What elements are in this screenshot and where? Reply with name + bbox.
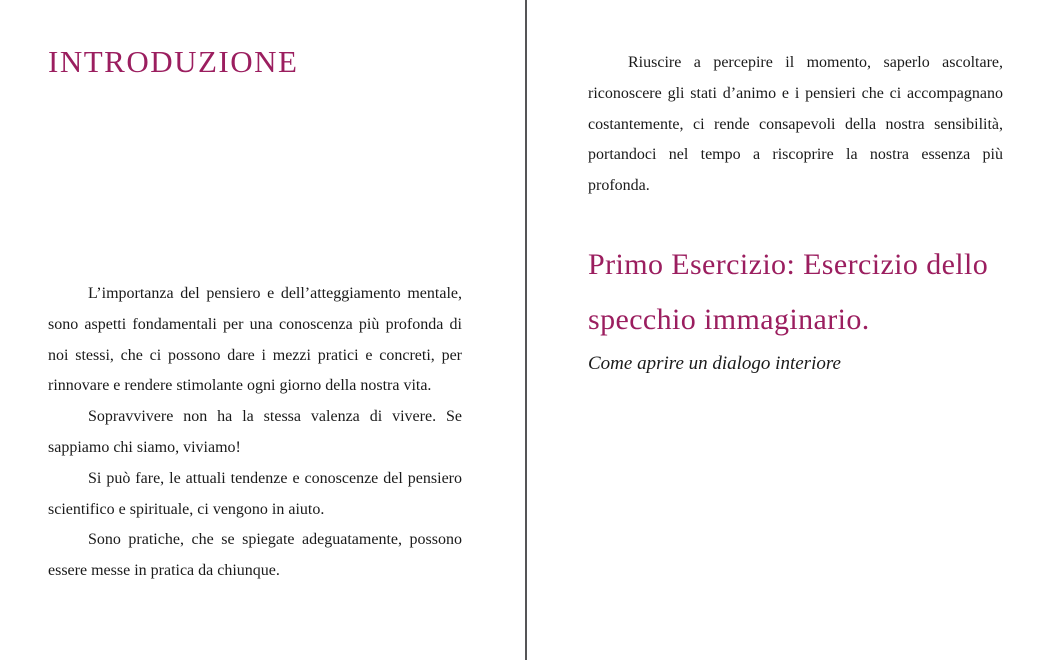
right-page: [527, 0, 1049, 660]
text-line: Riuscire a percepire il momento, saperlo ascoltare,: [628, 54, 1003, 71]
text-line: costantemente, ci rende consapevoli della nostra sensibilità,: [588, 115, 1003, 133]
text-line: Sopravvivere non ha la stessa valenza di vivere. Se: [88, 408, 462, 426]
section-subtitle: Come aprire un dialogo interiore: [588, 353, 841, 374]
text-line: scientifico e spirituale, ci vengono in aiuto.: [48, 500, 325, 518]
section-title: Primo Esercizio: Esercizio dello specchio immaginario.: [588, 248, 989, 336]
text-line: profonda.: [588, 177, 650, 195]
paragraph: [48, 279, 462, 402]
paragraph: [588, 48, 1003, 202]
text-line: sono aspetti fondamentali per una conoscenza più profonda di: [48, 315, 462, 333]
text-line: sappiamo chi siamo, viviamo!: [48, 438, 241, 456]
text-line: L’importanza del pensiero e dell’atteggiamento mentale,: [88, 285, 462, 302]
text-line: riconoscere gli stati d’animo e i pensieri che ci accompagnano: [588, 84, 1003, 102]
text-line: rinnovare e rendere stimolante ogni giorno della nostra vita.: [48, 377, 432, 395]
paragraph: [48, 525, 462, 587]
chapter-title: INTRODUZIONE: [48, 44, 299, 79]
paragraph: [48, 402, 462, 464]
text-line: portandoci nel tempo a riscoprire la nostra essenza più: [588, 146, 1003, 164]
left-page-text: [48, 279, 462, 587]
text-line: Sono pratiche, che se spiegate adeguatamente, possono: [88, 531, 462, 549]
text-line: noi stessi, che ci possono dare i mezzi pratici e concreti, per: [48, 346, 462, 364]
text-line: Si può fare, le attuali tendenze e conoscenze del pensiero: [88, 469, 462, 487]
text-line: essere messe in pratica da chiunque.: [48, 562, 280, 580]
paragraph: [48, 464, 462, 526]
right-page-text: [588, 48, 1003, 202]
